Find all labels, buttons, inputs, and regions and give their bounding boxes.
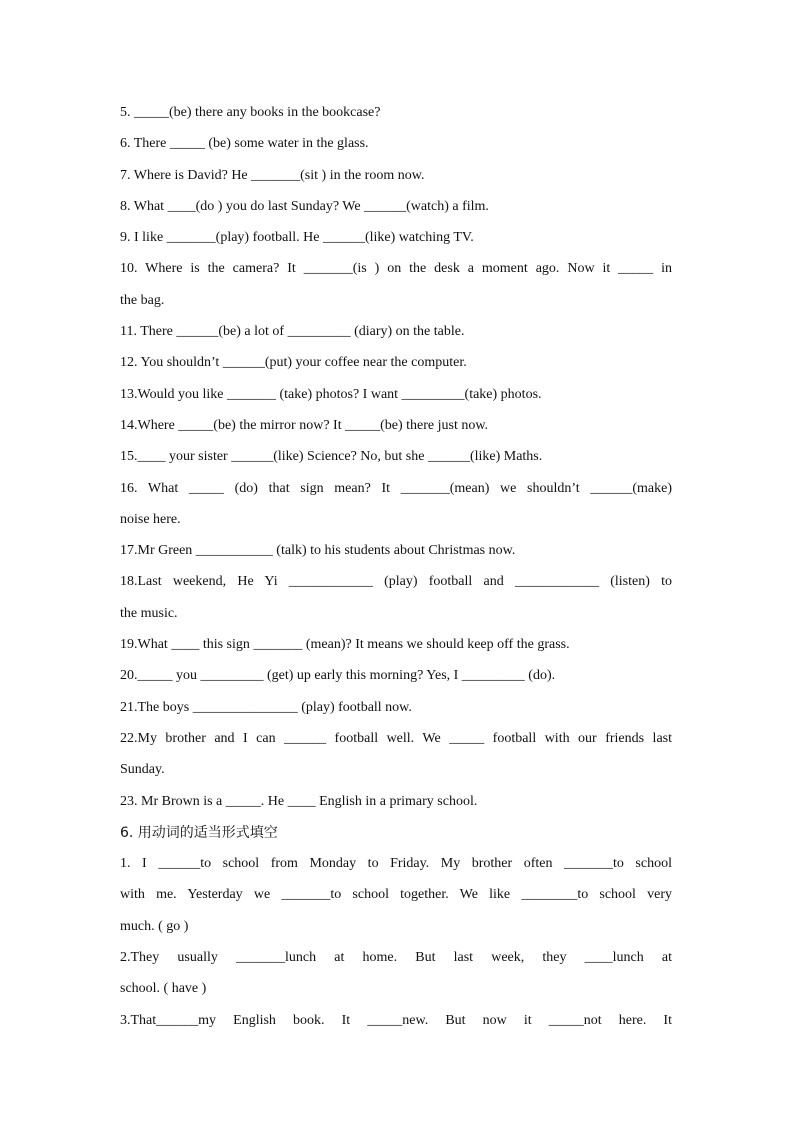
exercise-line: with me. Yesterday we _______to school together. We like ________to school very	[120, 887, 672, 903]
exercise-line: Sunday.	[120, 762, 165, 778]
exercise-line: 15.____ your sister ______(like) Science? No, but she ______(like) Maths.	[120, 449, 543, 465]
exercise-line: 9. I like _______(play) football. He ______(like) watching TV.	[120, 230, 474, 246]
exercise-line: 3.That______my English book. It _____new. But now it _____not here. It	[120, 1012, 672, 1028]
exercise-line: 16. What _____ (do) that sign mean? It _______(mean) we shouldn’t ______(make)	[120, 480, 672, 496]
exercise-line: 7. Where is David? He _______(sit ) in the room now.	[120, 167, 425, 183]
exercise-line: 10. Where is the camera? It _______(is ) on the desk a moment ago. Now it _____ in	[120, 261, 672, 277]
exercise-line: 11. There ______(be) a lot of _________ (diary) on the table.	[120, 324, 465, 340]
exercise-line: 8. What ____(do ) you do last Sunday? We ______(watch) a film.	[120, 198, 489, 214]
exercise-line: 1. I ______to school from Monday to Friday. My brother often _______to school	[120, 856, 672, 872]
exercise-line: 12. You shouldn’t ______(put) your coffee near the computer.	[120, 355, 467, 371]
exercise-line: 6. There _____ (be) some water in the glass.	[120, 136, 369, 152]
exercise-line: much. ( go )	[120, 918, 189, 934]
exercise-line: school. ( have )	[120, 981, 207, 997]
exercise-line: 14.Where _____(be) the mirror now? It _____(be) there just now.	[120, 417, 489, 433]
exercise-line: 22.My brother and I can ______ football well. We _____ football with our friends last	[120, 730, 672, 746]
exercise-line: noise here.	[120, 511, 181, 527]
exercise-line: 23. Mr Brown is a _____. He ____ English in a primary school.	[120, 793, 478, 809]
section-title: 6. 用动词的适当形式填空	[120, 824, 278, 841]
exercise-line: 21.The boys _______________ (play) football now.	[120, 699, 412, 715]
exercise-line: the bag.	[120, 292, 165, 308]
exercise-line: 2.They usually _______lunch at home. But last week, they ____lunch at	[120, 950, 672, 966]
exercise-line: 19.What ____ this sign _______ (mean)? It means we should keep off the grass.	[120, 637, 570, 653]
exercise-line: 20._____ you _________ (get) up early this morning? Yes, I _________ (do).	[120, 668, 556, 684]
exercise-line: 5. _____(be) there any books in the bookcase?	[120, 105, 381, 120]
exercise-list	[120, 103, 672, 1042]
exercise-line: 18.Last weekend, He Yi ____________ (play) football and ____________ (listen) to	[120, 574, 672, 590]
exercise-line: 13.Would you like _______ (take) photos? I want _________(take) photos.	[120, 386, 542, 402]
exercise-line: the music.	[120, 605, 178, 621]
exercise-line: 17.Mr Green ___________ (talk) to his students about Christmas now.	[120, 543, 516, 559]
